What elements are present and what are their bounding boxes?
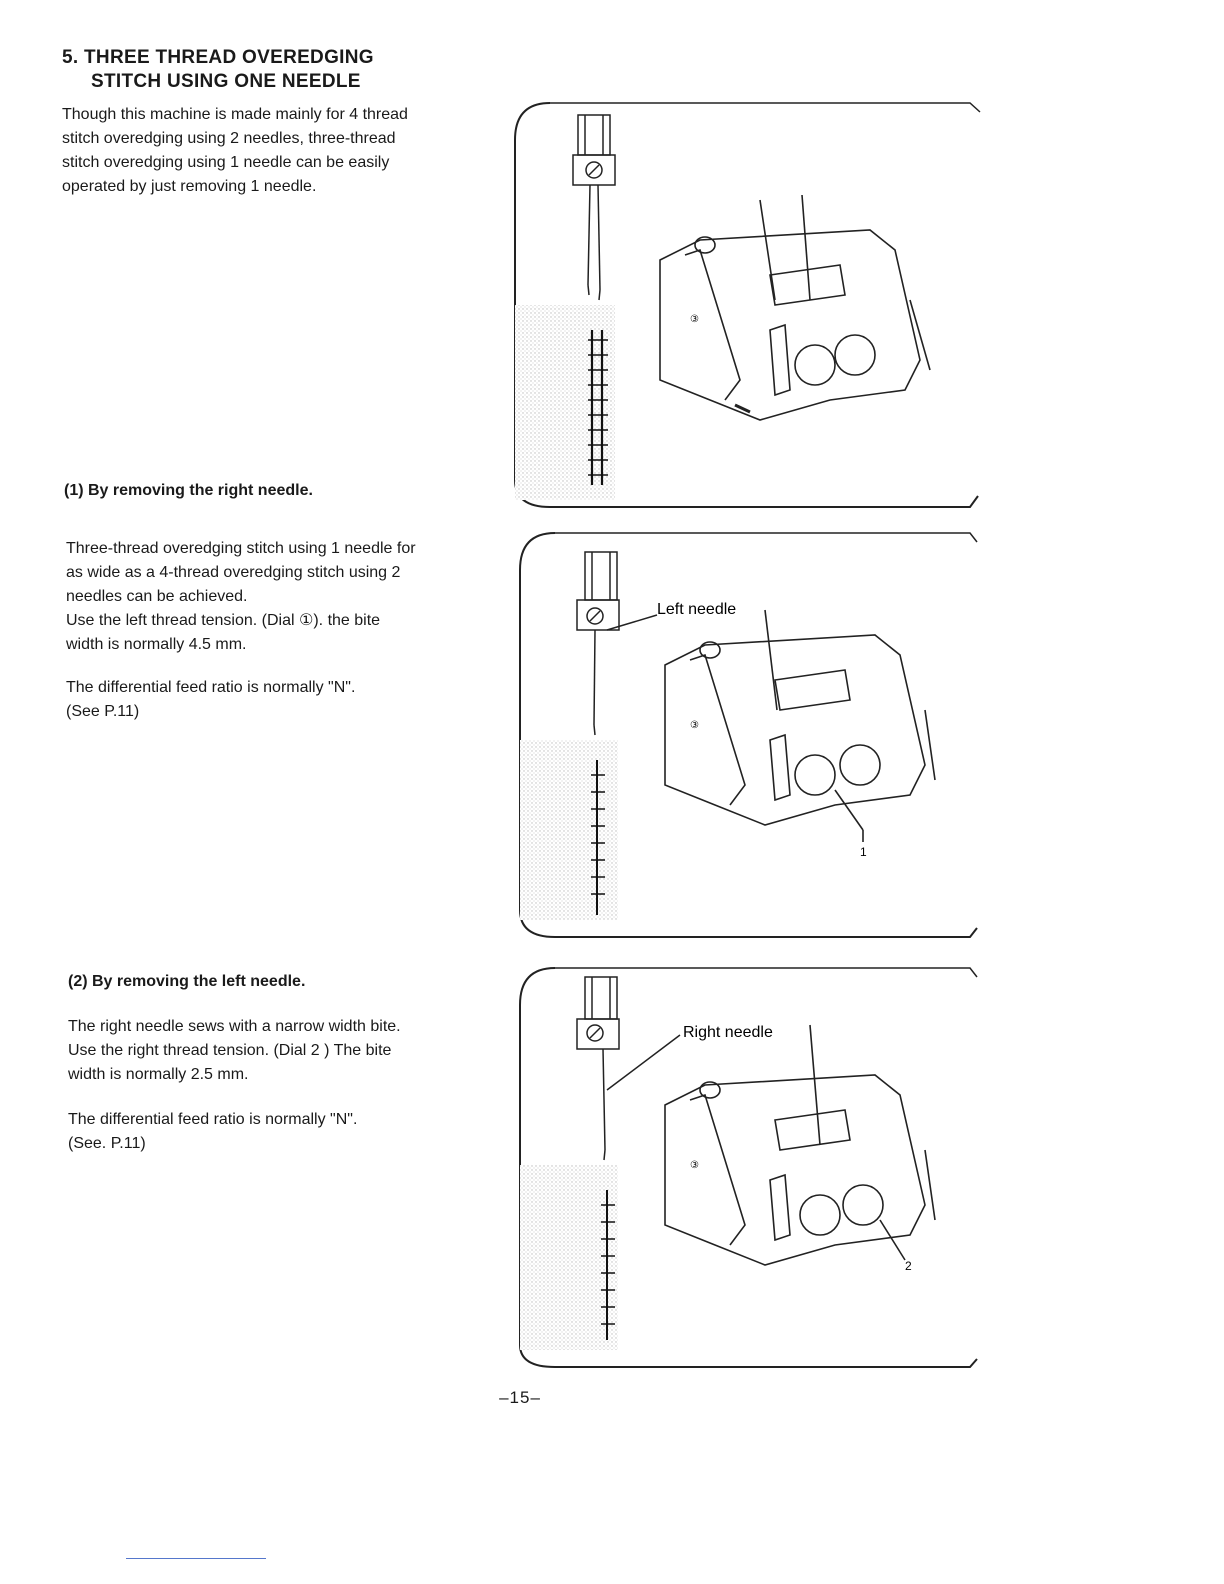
dial-2-callout: 2 xyxy=(905,1259,912,1273)
text-line: (See. P.11) xyxy=(68,1135,146,1152)
text-line: Three-thread overedging stitch using 1 needle for xyxy=(66,540,416,557)
figure-right-needle xyxy=(515,965,980,1377)
intro-line: operated by just removing 1 needle. xyxy=(62,178,317,195)
heading-line-2: STITCH USING ONE NEEDLE xyxy=(91,71,361,92)
section2-paragraph-1 xyxy=(68,1015,401,1087)
text-line: Use the left thread tension. (Dial ①). the bite xyxy=(66,612,381,629)
dial-3-marker: ③ xyxy=(690,314,699,325)
figure-left-needle xyxy=(515,530,980,942)
text-line: (See P.11) xyxy=(66,703,140,720)
text-line: The differential feed ratio is normally "N". xyxy=(66,679,356,696)
text-line: width is normally 4.5 mm. xyxy=(66,636,247,653)
text-line: The right needle sews with a narrow width bite. xyxy=(68,1018,401,1035)
intro-line: stitch overedging using 1 needle can be easily xyxy=(62,154,390,171)
heading-line-1: 5. THREE THREAD OVEREDGING xyxy=(62,47,374,68)
right-needle-label: Right needle xyxy=(683,1024,773,1041)
text-line: needles can be achieved. xyxy=(66,588,248,605)
text-line: Use the right thread tension. (Dial 2 ) The bite xyxy=(68,1042,392,1059)
intro-line: Though this machine is made mainly for 4 thread xyxy=(62,106,408,123)
footer-rule xyxy=(126,1558,266,1559)
dial-3-marker: ③ xyxy=(690,1160,699,1171)
dial-1-callout: 1 xyxy=(860,845,867,859)
text-line: The differential feed ratio is normally "N". xyxy=(68,1111,358,1128)
intro-paragraph xyxy=(62,103,408,199)
section2-paragraph-2 xyxy=(68,1108,357,1156)
left-needle-label: Left needle xyxy=(657,601,737,618)
page-number: –15– xyxy=(499,1388,541,1407)
section-heading xyxy=(62,46,374,94)
text-line: as wide as a 4-thread overedging stitch using 2 xyxy=(66,564,401,581)
section2-title: (2) By removing the left needle. xyxy=(68,973,306,990)
section1-paragraph-2 xyxy=(66,676,355,724)
text-line: width is normally 2.5 mm. xyxy=(68,1066,249,1083)
section1-title: (1) By removing the right needle. xyxy=(64,482,313,499)
dial-3-marker: ③ xyxy=(690,720,699,731)
intro-line: stitch overedging using 2 needles, three-thread xyxy=(62,130,396,147)
figure-two-needles xyxy=(510,100,980,512)
section1-paragraph-1 xyxy=(66,537,416,657)
